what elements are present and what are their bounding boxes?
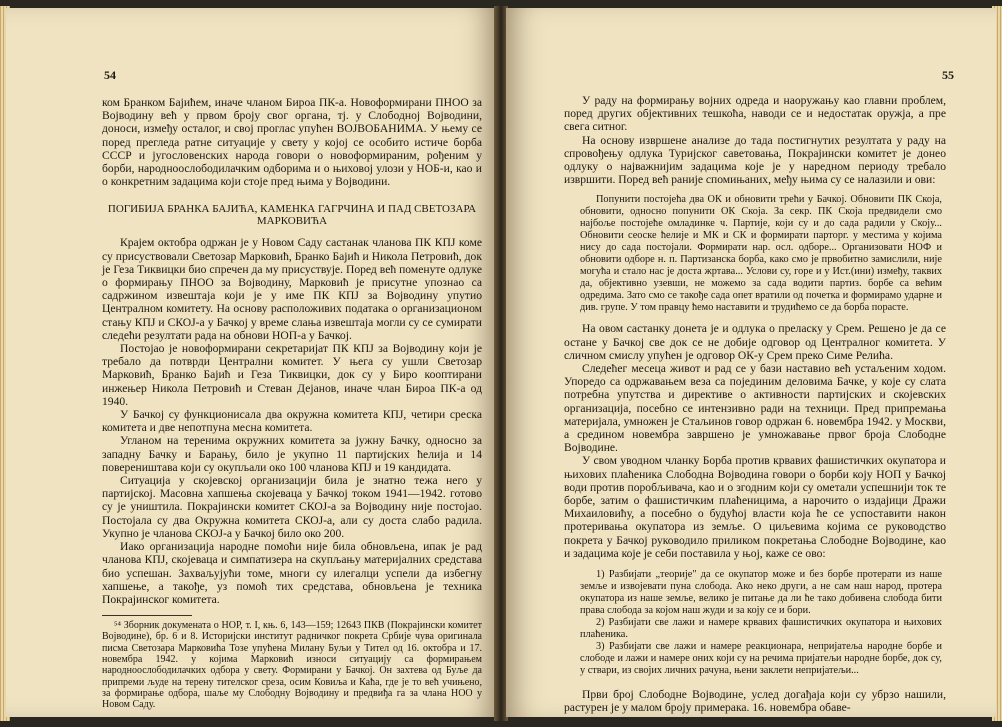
paragraph: У раду на формирању војних одреда и наоружању као главни проблем, поред других објективних тешкоћа, наводи се и недостатак оружја, а пре свега ситног. xyxy=(564,94,946,134)
footnote: ⁵⁴ Зборник докумената о НОР, т. I, књ. 6, 143—159; 12643 ПКВ (Покрајински комитет Војводине), бр. 6 и 8. Историјски институт радничког покрета Србије чува оригинала писма Светозара Марковића Тозе упућена Милану Буљи у Тител од 16. октобра и 17. новембра 1942. у којима Марковић износи ситуацију са формирањем народноослободилачких одбора у свету. Формирани у Бачкој. Он захтева од Буље да припреми људе на терену тителског среза, осим Ковиља и Каћа, где је то већ учињено, за формирање одбора, шаље му Слободну Војводину и предвиђа га за члана НОО у Новом Саду. xyxy=(102,620,482,711)
list-item: 3) Разбијати све лажи и намере реакционара, непријатеља народне борбе и слободе и лажи и намере оних који су на речима пријатељи народне борбе, док су, у ствари, из својих личних рачуна, њени заклети непријатељи... xyxy=(580,641,942,677)
paragraph: На основу извршене анализе до тада постигнутих резултата у раду на спровођењу одлука Туријског саветовања, Покрајински комитет је донео одлуку о најважнијим задацима које је у наредном периоду требало извршити. Поред већ раније спомињаних, међу њима су се налазили и ови: xyxy=(564,133,946,187)
block-quote: Попунити постојећа два ОК и обновити трећи у Бачкој. Обновити ПК Скоја, обновити, односно попунити ОК Скоја. За секр. ПК Скоја предвидели смо најбоље постојеће омладинке ч. Партије, који су и до сада радили у Скоју... Обновити сеоске ћелије и МК и СК и формирати парторг. у местима у којима нису до сада постојали. Формирати нар. осл. одборе... Организовати НОФ и обновити одборе н. п. Партизанска борба, како смо је првобитно замислили, није могућа и стало нас је доста жртава... Услови су, горе и у Ист.(ини) између, таквих да, објективно узевши, не можемо за сада водити партиз. борбе са већим одредима. Зато смо се такође сада опет вратили од почетка и формирамо ударне и див. групе. У том правцу ћемо наставити и трудићемо се да борба порасте. xyxy=(580,194,942,314)
paragraph: Први број Слободне Војводине, услед догађаја који су убрзо нашили, растурен је у малом броју примерака. 16. новембра обаве- xyxy=(564,688,946,715)
paragraph: Угланом на теренима окружних комитета за јужну Бачку, односно за западну Бачку и Барању, било је укупно 11 партијских ћелија и 14 повереништава који су окупљали око 100 чланова КПЈ и 19 кандидата. xyxy=(102,434,482,474)
footnote-separator xyxy=(102,615,192,616)
text-column xyxy=(102,96,482,710)
section-heading: ПОГИБИЈА БРАНКА БАЈИЋА, КАМЕНКА ГАГРЧИНА И ПАД СВЕТОЗАРА МАРКОВИЋА xyxy=(107,203,477,228)
paragraph: У свом уводном чланку Борба против крвавих фашистичких окупатора и њихових плаћеника Слободна Војводина говори о борби коју НОП у Бачкој води против поробљивача, као и о згодним који су ометали успешнији ток те борбе, затим о фашистичким плаћеницима, а нарочито о издајици Дражи Михаиловићу, а посебно о будућој власти која ће се успоставити након протеривања окупатора из земље. О циљевима којима се руководство покрета у Бачкој руководило приликом покретања Слободне Војводине, као и задацима које је себи поставила у њој, каже се ово: xyxy=(564,454,946,560)
page-number: 55 xyxy=(942,68,954,82)
paragraph: У Бачкој су функционисала два окружна комитета КПЈ, четири среска комитета и две непотпуна месна комитета. xyxy=(102,408,482,435)
paragraph: Следећег месеца живот и рад се у бази наставио већ устаљеним ходом. Упоредо са одржавањем веза са појединим деловима Бачке, у које су слата потребна упутства и директиве о активности партијских и скојевских организација, посебно се интензивно ради на техници. Пред припремања материјала, умножен је Стаљинов говор одржан 6. новембра 1942. у Москви, а средином новембра завршено је умножавање првог броја Слободне Војводине. xyxy=(564,362,946,455)
paragraph: Ситуација у скојевској организацији била је знатно тежа него у партијској. Масовна хапшења скојеваца у Бачкој током 1941—1942. готово су је уништила. Покрајински комитет СКОЈ-а за Војводину није постојао. Постојала су два Окружна комитета СКОЈ-а, али су доста слабо радила. Укупно је чланова СКОЈ-а у Бачкој било око 200. xyxy=(102,474,482,540)
list-item: 1) Разбијати „теорије" да се окупатор може и без борбе протерати из наше земље и извојевати пуна слобода. Ако неко други, а не сам наш народ, протера окупатора из наше земље, велико је питање да ли ће тако добивена слобода бити права слобода за којом наш жуди и за коју се и бори. xyxy=(580,569,942,617)
paragraph: ком Бранком Бајићем, иначе чланом Бироа ПК-а. Новоформирани ПНОО за Војводину већ у првом броју свог органа, тј. у Слободној Војводини, доноси, између осталог, и свој проглас упућен ВОЈВОБАНИМА. У њему се поред прегледа ратне ситуације у свету у којој се особито истиче борба СССР и југословенских народа говори о новоформираним, рођеним у борби, народноослободилачким одборима и о њиховој улози у НОБ-и, као и о конкретним задацима који стоје пред њима у Војводини. xyxy=(102,96,482,189)
right-page xyxy=(506,8,996,717)
paragraph: Постојао је новоформирани секретаријат ПК КПЈ за Војводину који је требало да потврди Централни комитет. У њега су ушли Светозар Марковић, Бранко Бајић и Геза Тиквицки, док су у Биро кооптирани инжењер Никола Петровић и Стеван Дејанов, иначе члан Бироа ПК-а од 1940. xyxy=(102,342,482,408)
paragraph: Крајем октобра одржан је у Новом Саду састанак чланова ПК КПЈ коме су присуствовали Светозар Марковић, Бранко Бајић и Никола Петровић, док је Геза Тиквицки био спречен да му присуствује. Поред већ поменуте одлуке о формирању ПНОО за Војводину, Марковић је присутне упознао са садржином извештаја који је у име ПК КПЈ за Војводину упутио Централном комитету. На основу расположивих података о организационом стању КПЈ и СКОЈ-а у Бачкој у време слања извештаја могли су се сумирати следећи резултати рада на обнови НОП-а у Бачкој. xyxy=(102,236,482,342)
paragraph: Иако организација народне помоћи није била обновљена, ипак је рад чланова КПЈ, скојеваца и симпатизера на скупљању материјалних средстава био успешан. Захваљујући томе, многи су илегалци успели да избегну хапшење, а такође, уз помоћ тих средстава, обновљена је техника Покрајинског комитета. xyxy=(102,540,482,606)
paragraph: На овом састанку донета је и одлука о преласку у Срем. Решено је да се остане у Бачкој све док се не добије одговор од Централног комитета. У сличном смислу упућен је одговор ОК-у Срем преко Симе Релића. xyxy=(564,322,946,362)
text-column xyxy=(564,94,946,714)
page-number: 54 xyxy=(104,68,116,82)
left-page xyxy=(6,8,496,717)
list-item: 2) Разбијати све лажи и намере крвавих фашистичких окупатора и њихових плаћеника. xyxy=(580,617,942,641)
quoted-list xyxy=(564,569,946,677)
